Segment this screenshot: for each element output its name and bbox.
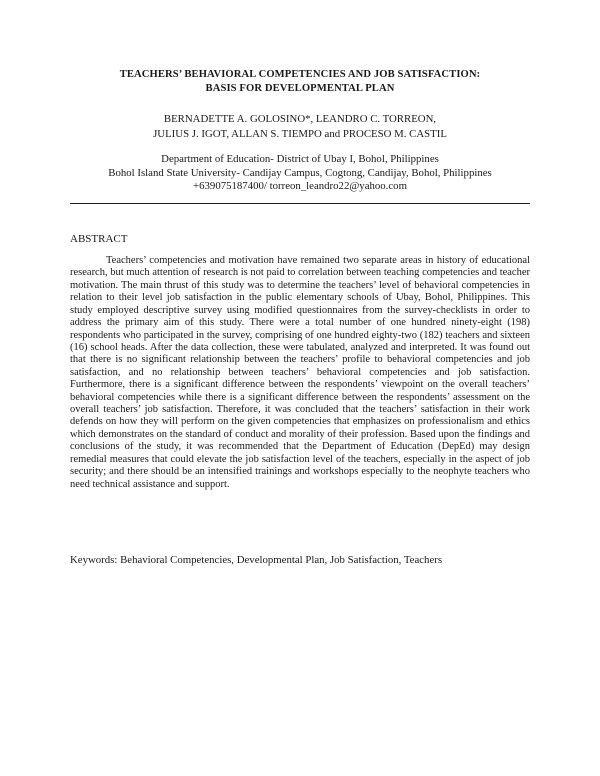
abstract-heading: ABSTRACT — [70, 233, 128, 245]
title-line-1: TEACHERS’ BEHAVIORAL COMPETENCIES AND JOB SATISFACTION: — [119, 69, 481, 80]
keywords: Keywords: Behavioral Competencies, Developmental Plan, Job Satisfaction, Teachers — [70, 554, 443, 566]
authors-line-2: JULIUS J. IGOT, ALLAN S. TIEMPO and PROCESO M. CASTIL — [153, 127, 447, 140]
abstract-body: Teachers’ competencies and motivation have remained two separate areas in history of educational research, but much attention of research is not paid to correlation between teaching competencies and teacher motivation. The main thrust of this study was to determine the teachers’ level of behavioral competencies in relation to their level job satisfaction in the public elementary schools of Ubay, Bohol, Philippines. This study employed descriptive survey using modified questionnaires from the survey-checklists in order to address the primary aim of this study. There were a total number of one hundred ninety-eight (198) respondents who participated in the survey, comprising of one hundred eighty-two (182) teachers and sixteen (16) school heads. After the data collection, these were tabulated, analyzed and interpreted. It was found out that there is no significant relationship between the teachers’ profile to behavioral competencies and job satisfaction, and no relationship between teachers’ behavioral competencies and job satisfaction. Furthermore, there is a significant difference between the respondents’ viewpoint on the overall teachers’ behavioral competencies while there is a significant difference between the respondents’ assessment on the overall teachers’ job satisfaction. Therefore, it was concluded that the teachers’ satisfaction in their work defends on how they will perform on the given competencies that emphasizes on professionalism and ethics which demonstrates on the standard of conduct and morality of their profession. Based upon the findings and conclusions of the study, it was recommended that the Department of Education (DepEd) may design remedial measures that could elevate the job satisfaction level of the teachers, especially in the aspect of job security; and there should be an intensified trainings and workshops especially to the neophyte teachers who need technical assistance and support. — [70, 255, 530, 490]
affiliation-line-2: Bohol Island State University- Candijay Campus, Cogtong, Candijay, Bohol, Philippines — [108, 166, 492, 179]
affiliation-line-1: Department of Education- District of Ubay I, Bohol, Philippines — [161, 153, 439, 165]
paper-title — [70, 68, 530, 95]
author-list — [70, 112, 530, 141]
contact-line: +639075187400/ torreon_leandro22@yahoo.com — [193, 180, 407, 192]
header-divider — [70, 203, 530, 204]
affiliations — [70, 153, 530, 194]
title-line-2: BASIS FOR DEVELOPMENTAL PLAN — [205, 82, 395, 94]
authors-line-1: BERNADETTE A. GOLOSINO*, LEANDRO C. TORREON, — [163, 113, 437, 125]
